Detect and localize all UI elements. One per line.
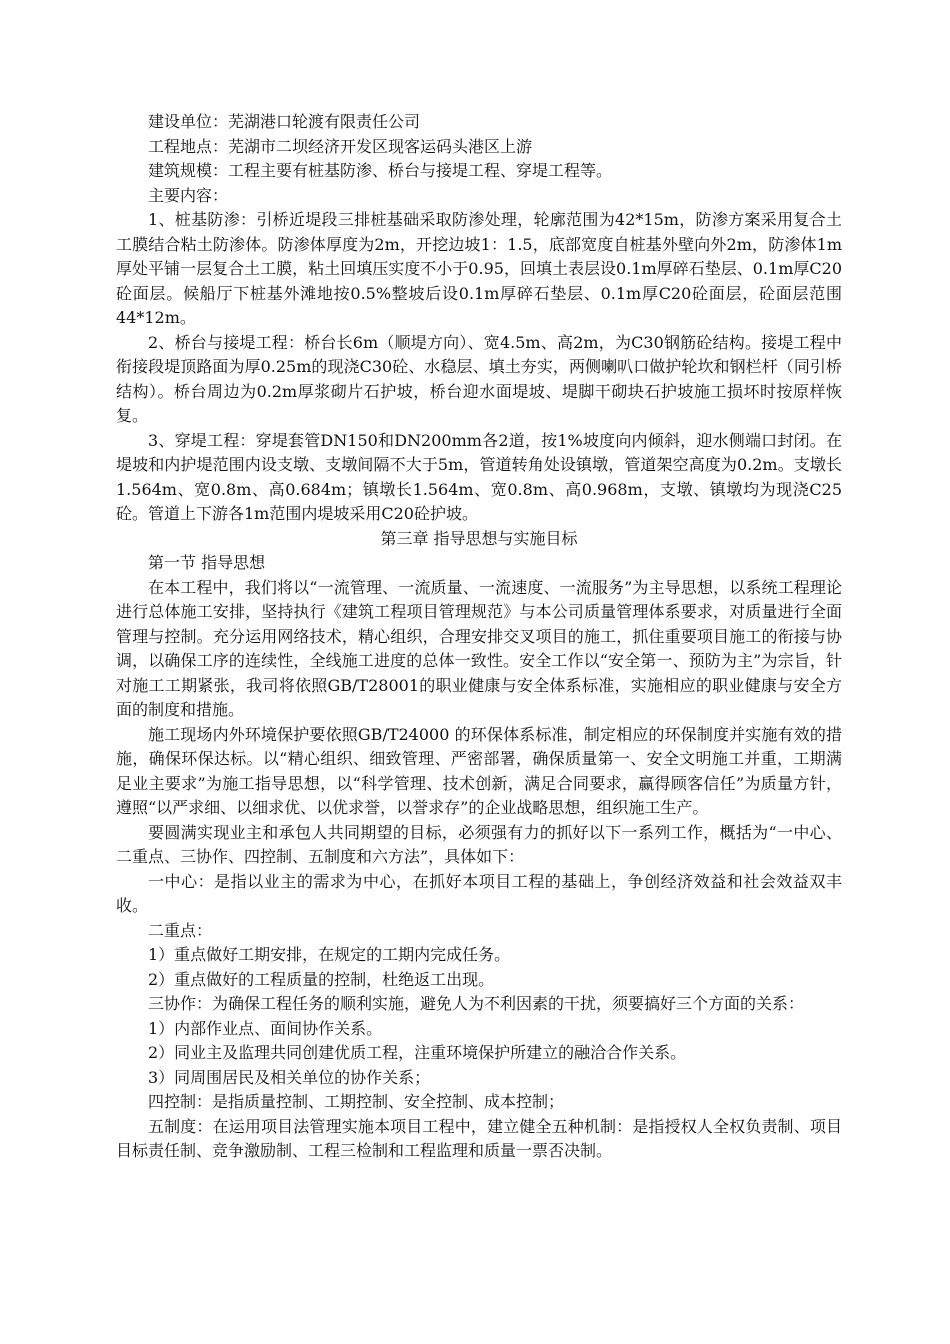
paragraph-building-scale: 建筑规模：工程主要有桩基防渗、桥台与接堤工程、穿堤工程等。	[148, 161, 613, 180]
list-item-focus-1: 1）重点做好工期安排，在规定的工期内完成任务。	[148, 945, 511, 964]
paragraph-abutment-embankment: 2、桥台与接堤工程：桥台长6m（顺堤方向）、宽4.5m、高2m，为C30钢筋砼结构。接堤工程中衔接段堤顶路面为厚0.25m的现浇C30砼、水稳层、填土夯实，两侧喇叭口做护轮坎和钢栏杆（同引桥结构）。桥台周边为0.2m厚浆砌片石护坡，桥台迎水面堤坡、堤脚干砌块石护坡施工损坏时按原样恢复。	[116, 332, 842, 425]
section-title: 第一节 指导思想	[148, 553, 266, 572]
paragraph-goals-intro: 要圆满实现业主和承包人共同期望的目标，必须强有力的抓好以下一系列工作，概括为“一中心、二重点、三协作、四控制、五制度和六方法”，具体如下：	[116, 822, 842, 866]
paragraph-project-location: 工程地点：芜湖市二坝经济开发区现客运码头港区上游	[148, 136, 533, 156]
paragraph-dike-crossing: 3、穿堤工程：穿堤套管DN150和DN200mm各2道，按1%坡度向内倾斜，迎水侧端口封闭。在堤坡和内护堤范围内设支墩、支墩间隔不大于5m，管道转角处设镇墩，管道架空高度为0.2m。支墩长1.564m、宽0.8m、高0.684m；镇墩长1.564m、宽0.8m、高0.968m，支墩、镇墩均为现浇C25砼。管道上下游各1m范围内堤坡采用C20砼护坡。	[116, 430, 842, 523]
list-item-cooperation-2: 2）同业主及监理共同创建优质工程，注重环境保护所建立的融洽合作关系。	[148, 1043, 687, 1062]
list-item-cooperation-3: 3）同周围居民及相关单位的协作关系；	[148, 1067, 431, 1087]
paragraph-four-controls: 四控制：是指质量控制、工期控制、安全控制、成本控制；	[148, 1092, 565, 1111]
paragraph-main-content-heading: 主要内容：	[148, 185, 229, 205]
paragraph-construction-unit: 建设单位：芜湖港口轮渡有限责任公司	[148, 112, 421, 131]
paragraph-one-center: 一中心：是指以业主的需求为中心，在抓好本项目工程的基础上，争创经济效益和社会效益双丰收。	[116, 871, 842, 915]
paragraph-guiding-thought: 在本工程中，我们将以“一流管理、一流质量、一流速度、一流服务”为主导思想，以系统工程理论进行总体施工安排，坚持执行《建筑工程项目管理规范》与本公司质量管理体系要求，对质量进行全面管理与控制。充分运用网络技术，精心组织，合理安排交叉项目的施工，抓住重要项目施工的衔接与协调，以确保工序的连续性，全线施工进度的总体一致性。安全工作以“安全第一、预防为主”为宗旨，针对施工工期紧张，我司将依照GB/T28001的职业健康与安全体系标准，实施相应的职业健康与安全方面的制度和措施。	[116, 577, 842, 719]
chapter-title: 第三章 指导思想与实施目标	[380, 528, 578, 548]
list-item-cooperation-1: 1）内部作业点、面间协作关系。	[148, 1018, 383, 1038]
document-page	[116, 110, 842, 1164]
paragraph-environment-protection: 施工现场内外环境保护要依照GB/T24000 的环保体系标准，制定相应的环保制度并实施有效的措施，确保环保达标。以“精心组织、细致管理、严密部署，确保质量第一、安全文明施工并重，工期满足业主要求”为施工指导思想，以“科学管理、技术创新，满足合同要求，赢得顾客信任”为质量方针，遵照“以严求细、以细求优、以优求誉，以誉求存”的企业战略思想，组织施工生产。	[116, 724, 842, 817]
paragraph-pile-seepage: 1、桩基防渗：引桥近堤段三排桩基础采取防渗处理，轮廓范围为42*15m，防渗方案采用复合土工膜结合粘土防渗体。防渗体厚度为2m，开挖边坡1：1.5，底部宽度自桩基外壁向外2m，防渗体1m厚处平铺一层复合土工膜，粘土回填压实度不小于0.95，回填土表层设0.1m厚碎石垫层、0.1m厚C20砼面层。候船厅下桩基外滩地按0.5%整坡后设0.1m厚碎石垫层、0.1m厚C20砼面层，砼面层范围44*12m。	[116, 210, 842, 327]
paragraph-two-focus-heading: 二重点：	[148, 920, 213, 940]
paragraph-three-cooperation: 三协作：为确保工程任务的顺利实施，避免人为不利因素的干扰，须要搞好三个方面的关系：	[148, 994, 805, 1013]
list-item-focus-2: 2）重点做好的工程质量的控制，杜绝返工出现。	[148, 969, 495, 989]
paragraph-five-systems: 五制度：在运用项目法管理实施本项目工程中，建立健全五种机制：是指授权人全权负责制、项目目标责任制、竞争激励制、工程三检制和工程监理和质量一票否决制。	[116, 1116, 842, 1160]
